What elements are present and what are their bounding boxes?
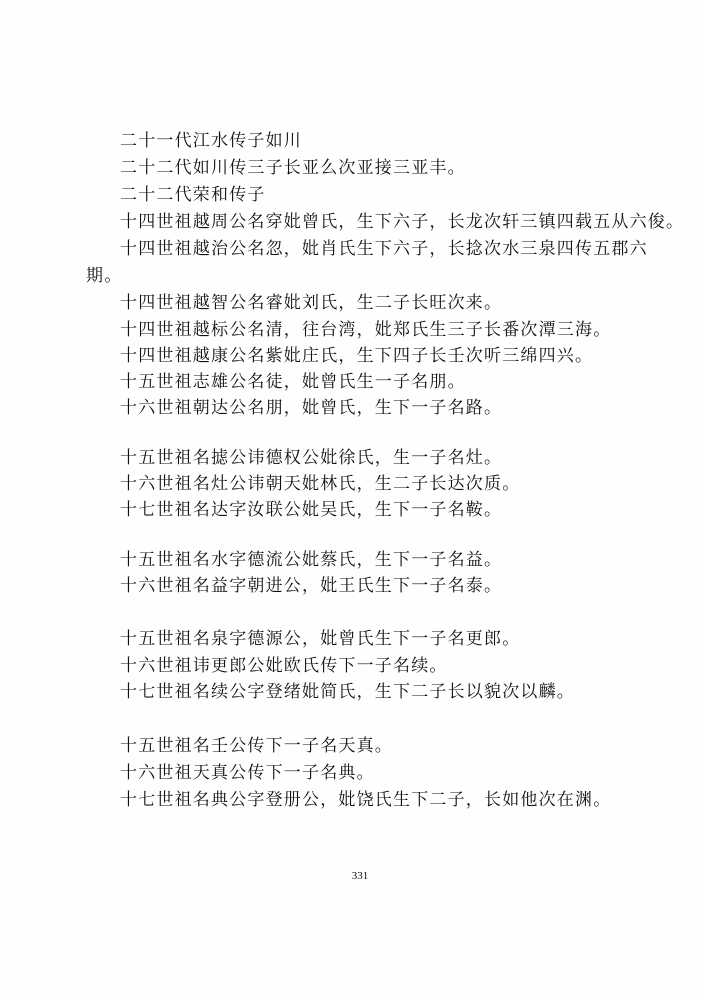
text-line: 十六世祖名灶公讳朝天妣林氏，生二子长达次质。 — [120, 474, 521, 494]
text-line: 十七世祖名续公字登绪妣简氏，生下二子长以貌次以麟。 — [120, 682, 575, 702]
text-line: 二十二代荣和传子 — [120, 185, 266, 205]
text-line: 二十二代如川传三子长亚么次亚接三亚丰。 — [120, 158, 466, 178]
text-line: 十五世祖名摅公讳德权公妣徐氏，生一子名灶。 — [120, 448, 503, 468]
text-line: 十五世祖名水字德流公妣蔡氏，生下一子名益。 — [120, 550, 503, 570]
text-line: 二十一代江水传子如川 — [120, 131, 302, 151]
text-line: 十五世祖志雄公名徒，妣曾氏生一子名朋。 — [120, 372, 466, 392]
text-line: 十六世祖朝达公名朋，妣曾氏，生下一子名路。 — [120, 398, 503, 418]
text-line: 十七世祖名达字汝联公妣吴氏，生下一子名鞍。 — [120, 500, 503, 520]
text-line: 十七世祖名典公字登册公，妣饶氏生下二子，长如他次在渊。 — [120, 790, 612, 810]
text-line: 十六世祖名益字朝进公，妣王氏生下一子名泰。 — [120, 576, 503, 596]
text-line: 十六世祖讳更郎公妣欧氏传下一子名续。 — [120, 656, 448, 676]
text-line: 十四世祖越标公名清，往台湾，妣郑氏生三子长番次潭三海。 — [120, 320, 612, 340]
text-line: 十五世祖名泉字德源公，妣曾氏生下一子名更郎。 — [120, 629, 521, 649]
text-line: 十四世祖越智公名睿妣刘氏，生二子长旺次来。 — [120, 293, 503, 313]
text-line: 期。 — [86, 266, 123, 286]
text-line: 十四世祖越康公名紫妣庄氏，生下四子长壬次听三绵四兴。 — [120, 346, 594, 366]
text-line: 十六世祖天真公传下一子名典。 — [120, 763, 375, 783]
text-line: 十四世祖越周公名穿妣曾氏，生下六子，长龙次轩三镇四载五从六俊。 — [120, 212, 685, 232]
text-line: 十四世祖越治公名忽，妣肖氏生下六子，长捻次水三泉四传五郡六 — [120, 239, 648, 259]
text-line: 十五世祖名壬公传下一子名天真。 — [120, 736, 393, 756]
page-number: 331 — [351, 870, 369, 882]
